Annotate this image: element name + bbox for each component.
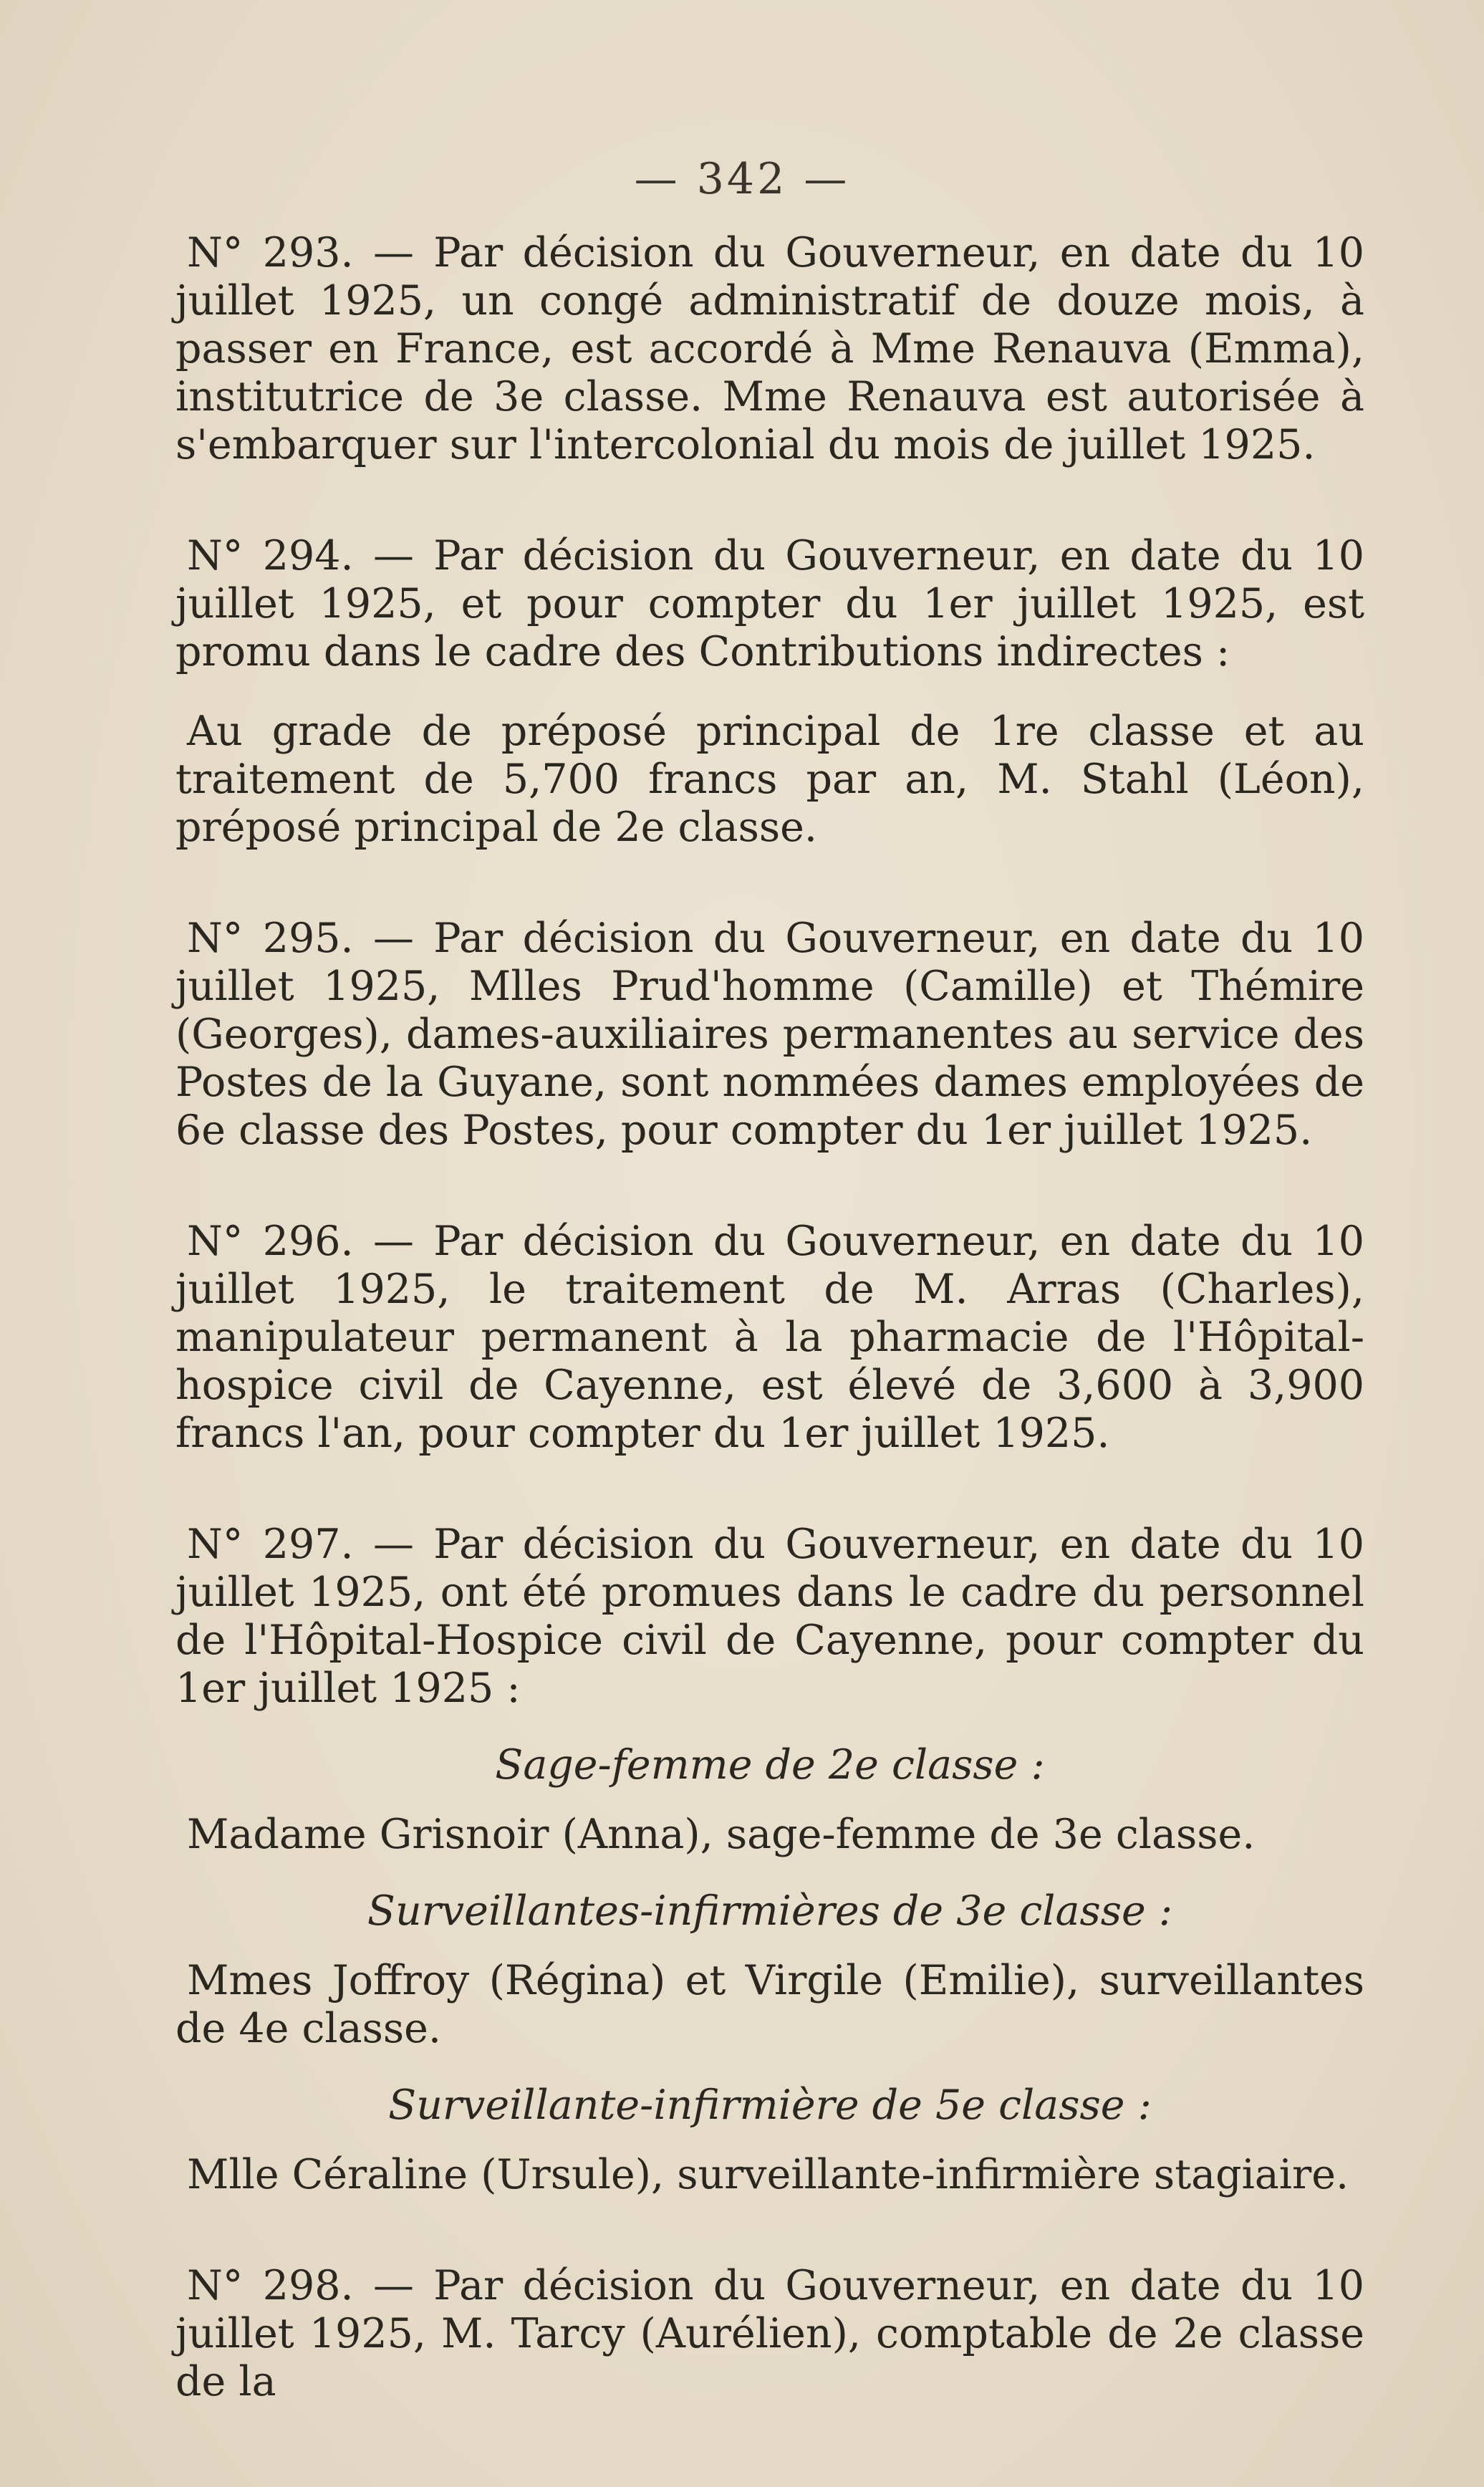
decision-295: N° 295. — Par décision du Gouverneur, en date du 10 juillet 1925, Mlles Prud'homme (Camille) et Thémire (Georges), dames-auxiliaires permanentes au service des Postes de la Guyane, sont nommées dames employées de 6e classe des Postes, pour compter du 1er juillet 1925. [175,915,1364,1154]
promotion-grisnoir: Madame Grisnoir (Anna), sage-femme de 3e classe. [187,1811,1256,1858]
decision-298: N° 298. — Par décision du Gouverneur, en date du 10 juillet 1925, M. Tarcy (Aurélien), comptable de 2e classe de la [175,2262,1364,2405]
decision-294: N° 294. — Par décision du Gouverneur, en date du 10 juillet 1925, et pour compter du 1er juillet 1925, est promu dans le cadre des Contributions indirectes : [175,532,1364,675]
decision-294-detail: Au grade de préposé principal de 1re classe et au traitement de 5,700 francs par an, M. Stahl (Léon), préposé principal de 2e classe. [175,708,1364,851]
promotion-joffroy-virgile: Mmes Joffroy (Régina) et Virgile (Emilie), surveillantes de 4e classe. [175,1957,1364,2052]
heading-surveillantes-3e: Surveillantes-infirmières de 3e classe : [367,1887,1173,1935]
page-body [175,229,1364,2406]
page-number: — 342 — [634,154,850,204]
decision-297: N° 297. — Par décision du Gouverneur, en date du 10 juillet 1925, ont été promues dans le cadre du personnel de l'Hôpital-Hospice civil de Cayenne, pour compter du 1er juillet 1925 : [175,1521,1364,1712]
promotion-ceraline: Mlle Céraline (Ursule), surveillante-infirmière stagiaire. [187,2151,1349,2198]
heading-sage-femme: Sage-femme de 2e classe : [495,1741,1045,1789]
decision-293: N° 293. — Par décision du Gouverneur, en date du 10 juillet 1925, un congé administratif de douze mois, à passer en France, est accordé à Mme Renauva (Emma), institutrice de 3e classe. Mme Renauva est autorisée à s'embarquer sur l'intercolonial du mois de juillet 1925. [175,229,1364,468]
decision-296: N° 296. — Par décision du Gouverneur, en date du 10 juillet 1925, le traitement de M. Arras (Charles), manipulateur permanent à la pharmacie de l'Hôpital-hospice civil de Cayenne, est élevé de 3,600 à 3,900 francs l'an, pour compter du 1er juillet 1925. [175,1218,1364,1457]
heading-surveillante-5e: Surveillante-infirmière de 5e classe : [388,2082,1152,2129]
